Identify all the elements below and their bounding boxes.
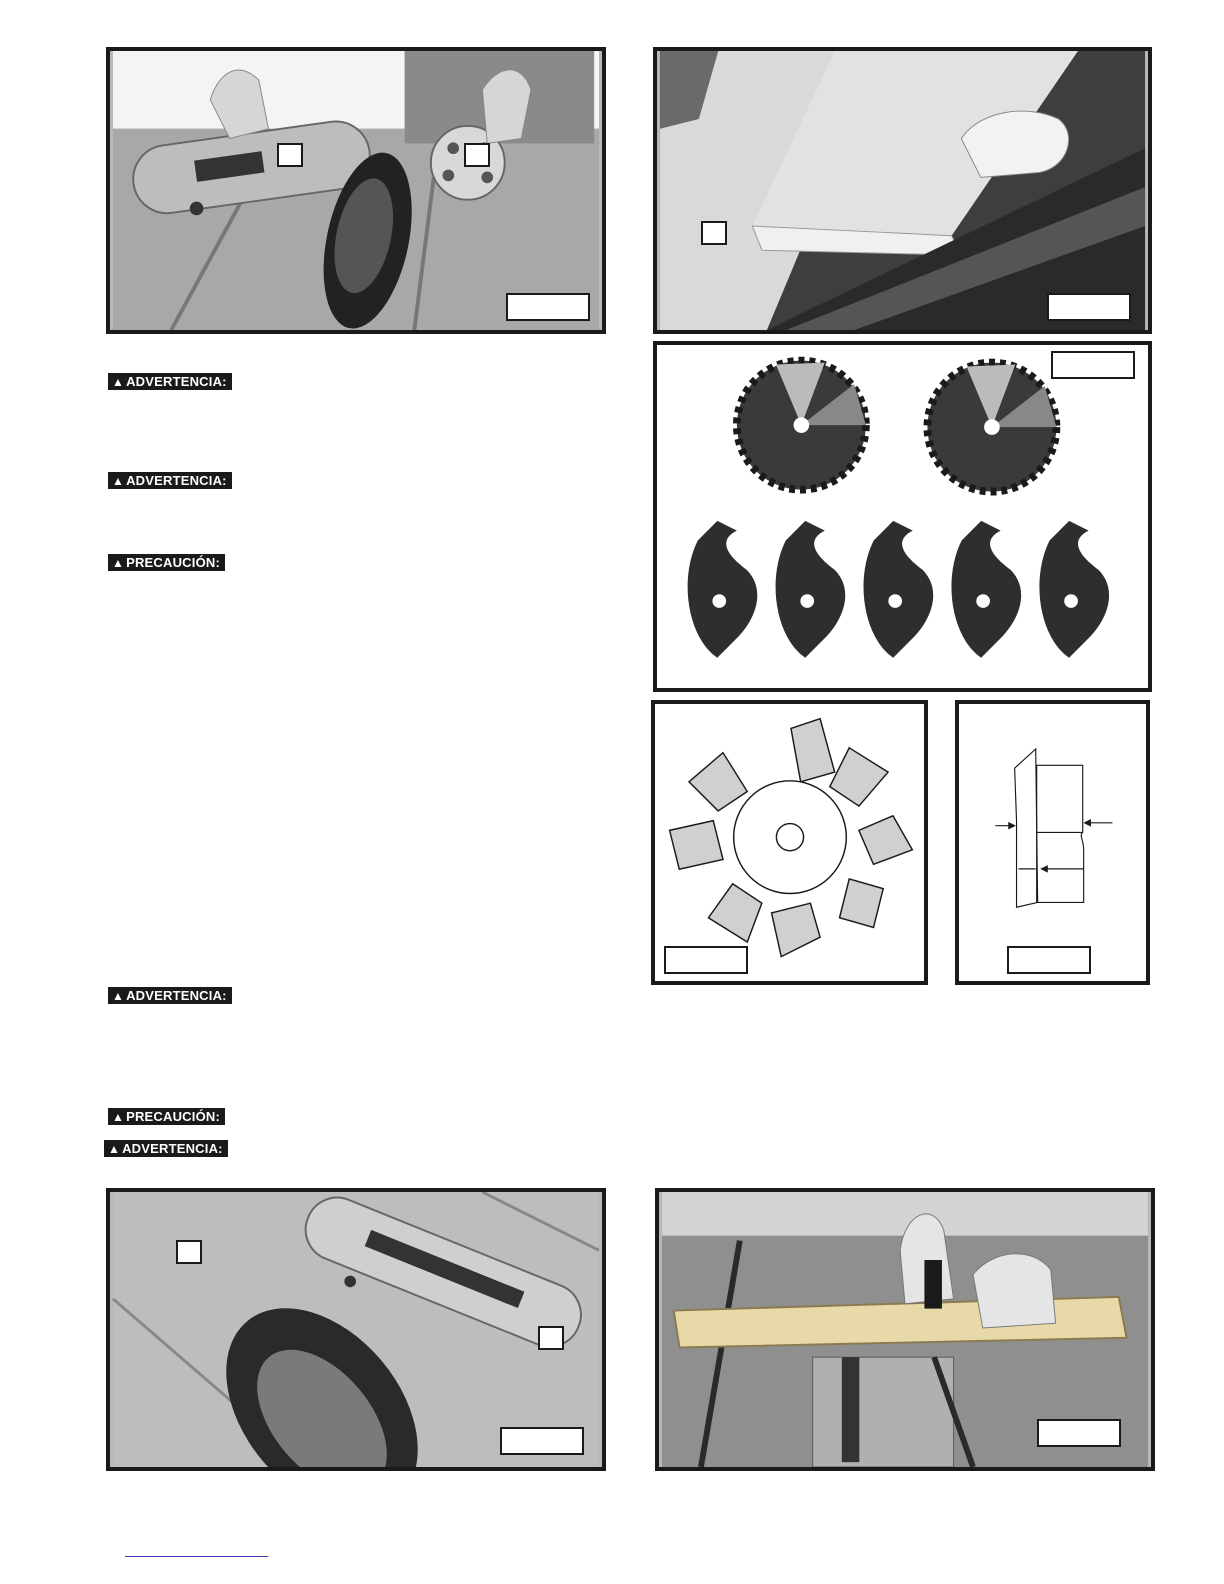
figure-label [1007,946,1091,974]
caution-tag-precaucion-2 [108,1108,225,1125]
board-against-fence-photo [657,51,1148,330]
footer-rule [125,1556,268,1557]
warning-triangle-icon: ▲ [112,1110,125,1124]
warning-label: PRECAUCIÓN: [126,1109,221,1124]
warning-triangle-icon: ▲ [112,556,125,570]
assembled-dado-head-drawing [655,704,924,981]
figure-label [506,293,590,321]
figure-throat-plate-removal [106,47,606,334]
figure-label [500,1427,584,1455]
figure-label [1047,293,1131,321]
dado-blade-set-illustration [657,345,1148,688]
warning-label: ADVERTENCIA: [126,988,227,1003]
callout-d [176,1240,202,1264]
caution-tag-precaucion-1 [108,554,225,571]
warning-triangle-icon: ▲ [112,474,125,488]
callout-e [538,1326,564,1350]
figure-label [664,946,748,974]
callout-a [277,143,303,167]
figure-board-on-fence [653,47,1152,334]
figure-label [1037,1419,1121,1447]
callout-b [464,143,490,167]
warning-tag-advertencia-1 [108,373,232,390]
warning-label: PRECAUCIÓN: [126,555,221,570]
warning-triangle-icon: ▲ [108,1142,121,1156]
warning-label: ADVERTENCIA: [122,1141,223,1156]
figure-dado-assembled [651,700,928,985]
chipper-position-diagram [959,704,1146,981]
warning-label: ADVERTENCIA: [126,473,227,488]
figure-chipper-detail [955,700,1150,985]
warning-tag-advertencia-4 [104,1140,228,1157]
figure-push-block-cut [655,1188,1155,1471]
warning-label: ADVERTENCIA: [126,374,227,389]
warning-tag-advertencia-3 [108,987,232,1004]
warning-triangle-icon: ▲ [112,375,125,389]
figure-label [1051,351,1135,379]
warning-triangle-icon: ▲ [112,989,125,1003]
warning-tag-advertencia-2 [108,472,232,489]
throat-plate-photo [110,51,602,330]
figure-dado-blade-set [653,341,1152,692]
dado-insert-plate-photo [110,1192,602,1467]
callout-c [701,221,727,245]
figure-dado-insert-plate [106,1188,606,1471]
